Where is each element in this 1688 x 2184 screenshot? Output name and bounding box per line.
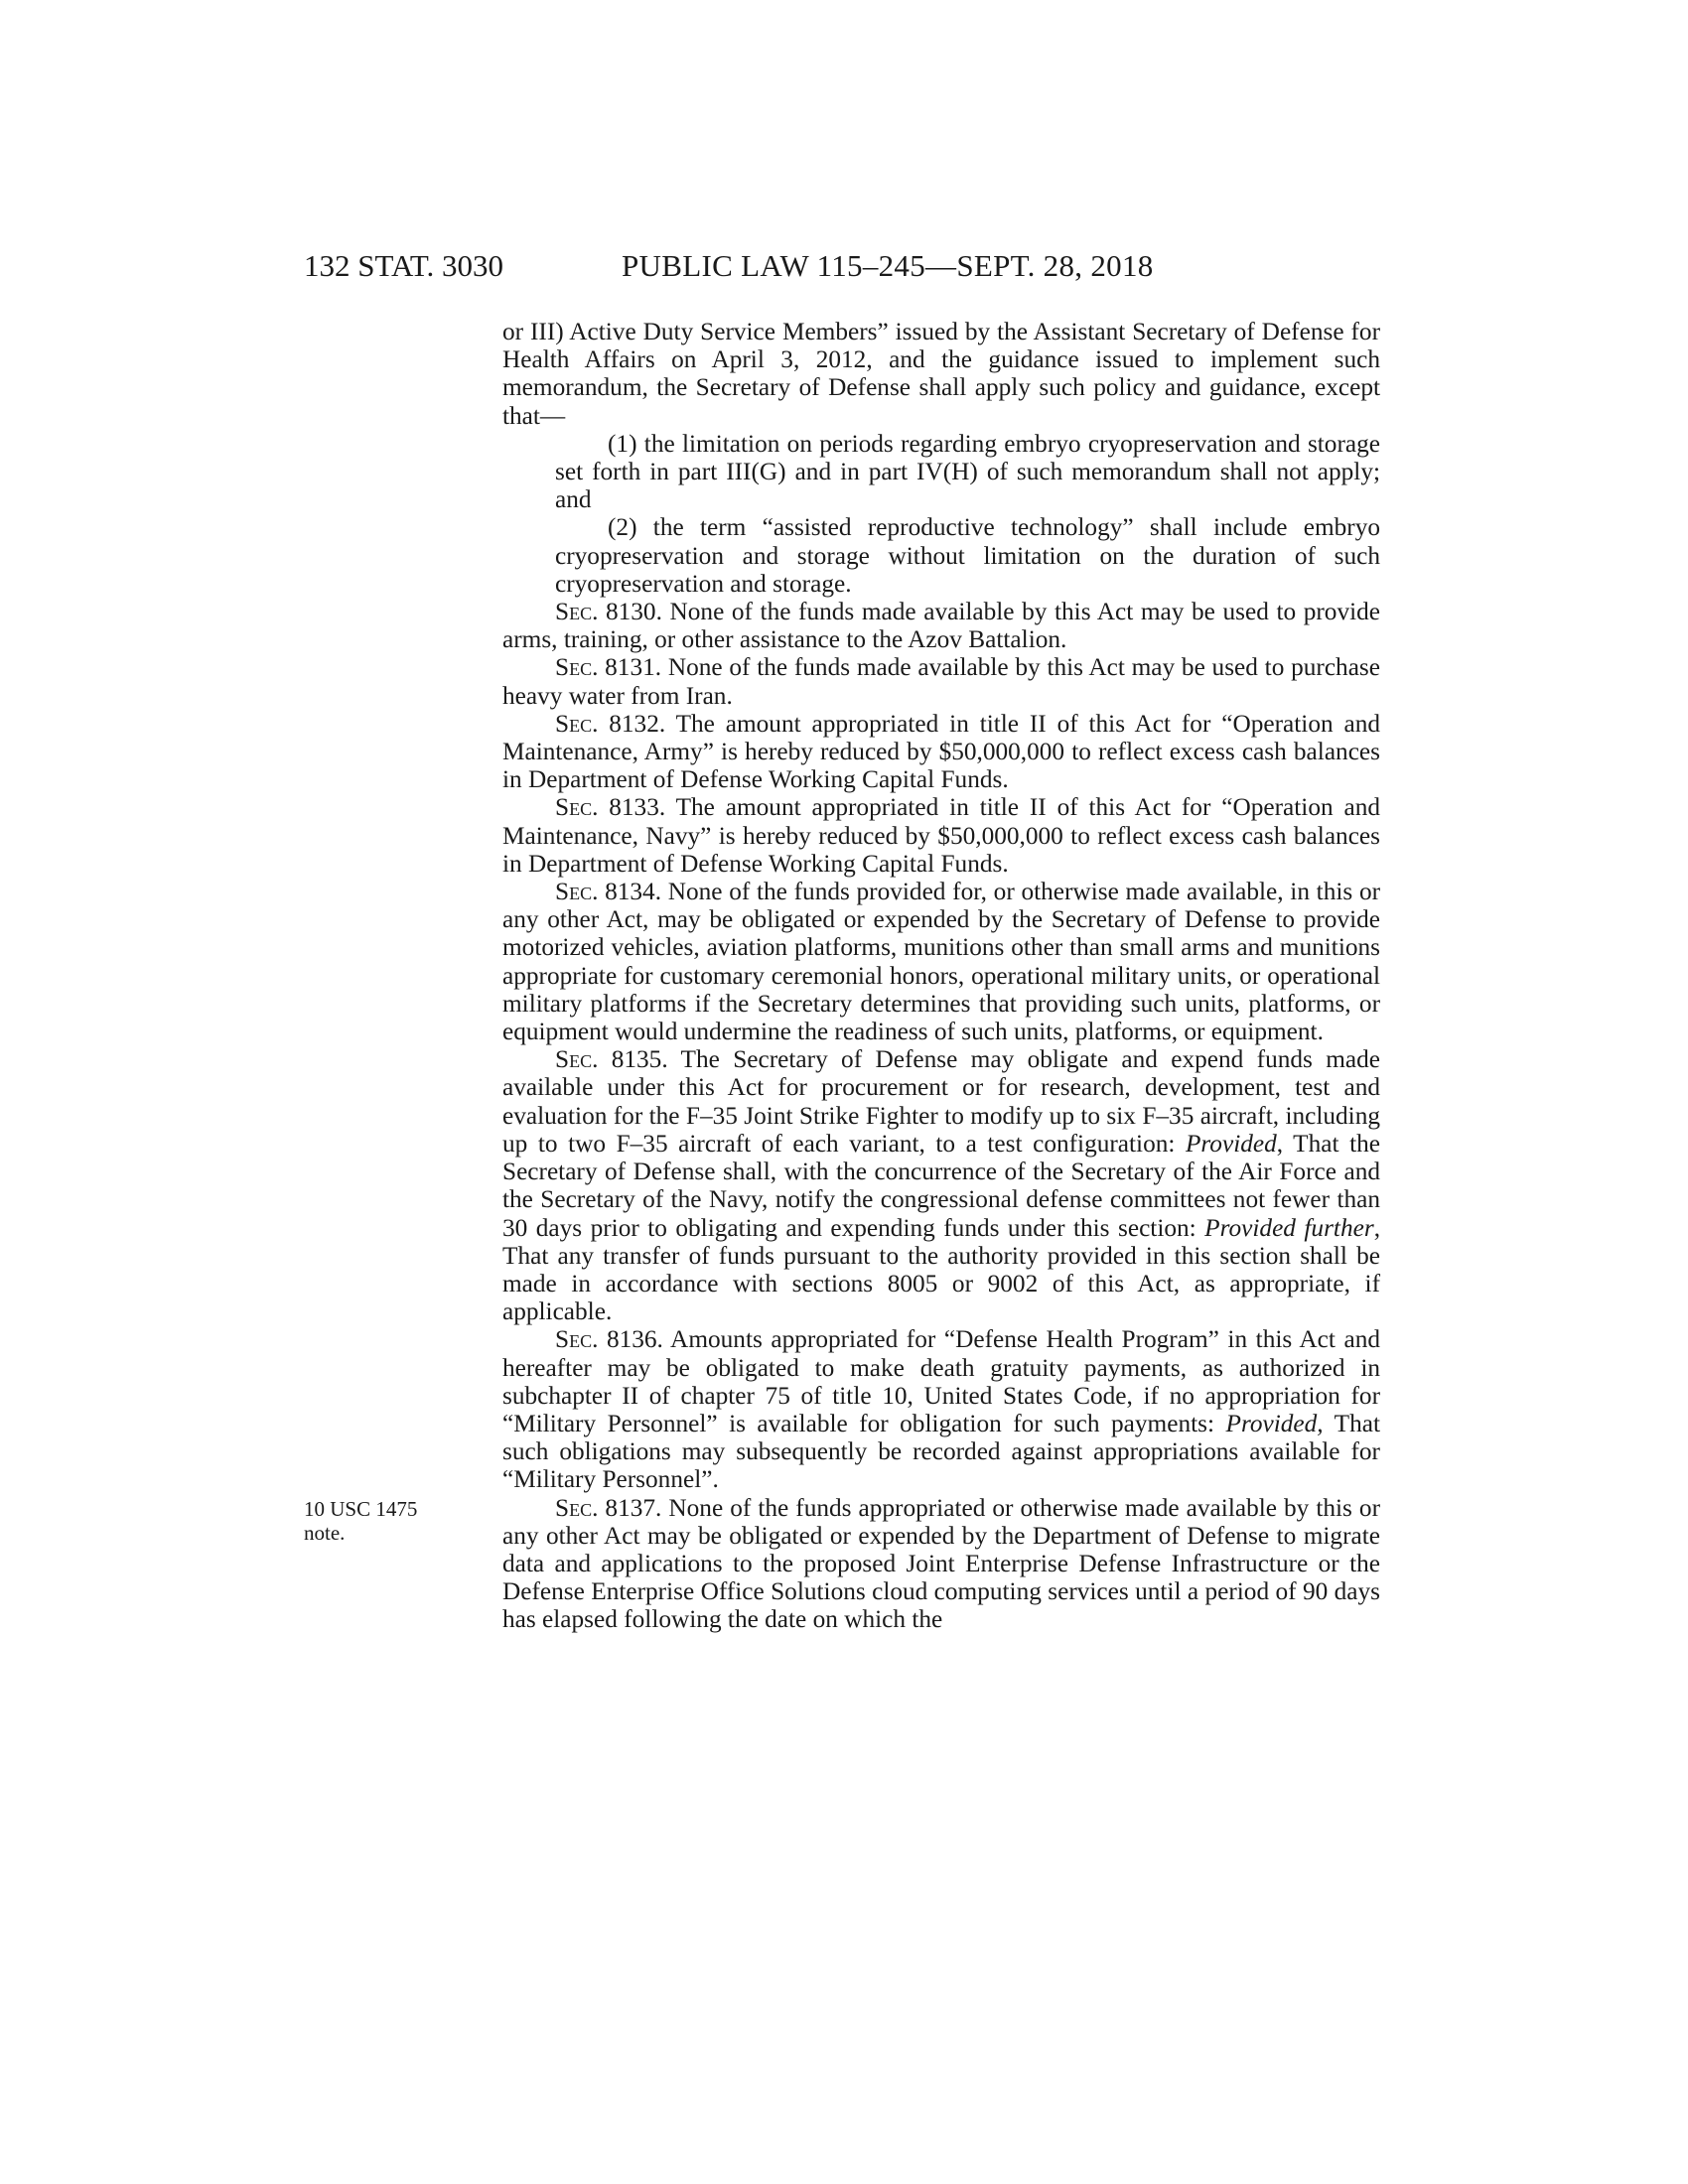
section-label: Sec. 8131. xyxy=(555,653,662,682)
proviso-italic: Provided, xyxy=(1225,1409,1324,1437)
section-label: Sec. 8137. xyxy=(555,1493,662,1522)
section-text: The Secretary of Defense may obligate and expend funds made available under this Act for procurement or for research, development, test and evaluation for the F–35 Joint Strike Fighter to modify up to six F–35 aircraft, including up to two F–35 aircraft of each variant, to a test configuration: xyxy=(502,1045,1380,1158)
paragraph-item-2: (2) the term “assisted reproductive technology” shall include embryo cryopreservation and storage without limitation on the duration of such cryopreservation and storage. xyxy=(555,513,1380,598)
section-text: , That any transfer of funds pursuant to the authority provided in this section shall be made in accordance with sections 8005 or 9002 of this Act, as appropriate, if applicable. xyxy=(502,1213,1381,1326)
section-text: The amount appropriated in title II of this Act for “Operation and Maintenance, Army” is hereby reduced by $50,000,000 to reflect excess cash balances in Department of Defense Working Capital Funds. xyxy=(502,709,1380,794)
section-8136 xyxy=(502,1325,1380,1493)
section-text: None of the funds made available by this Act may be used to purchase heavy water from Iran. xyxy=(502,653,1381,710)
margin-citation-note xyxy=(304,1497,443,1545)
statute-page-number: 132 STAT. 3030 xyxy=(304,248,504,283)
section-text: Amounts appropriated for “Defense Health Program” in this Act and hereafter may be obligated to make death gratuity payments, as authorized in subchapter II of chapter 75 of title 10, United States Code, if no appropriation for “Military Personnel” is available for obligation for such payments: xyxy=(502,1325,1380,1437)
section-text: , That the Secretary of Defense shall, with the concurrence of the Secretary of the Air Force and the Secretary of the Navy, notify the congressional defense committees not fewer than 30 days prior to obligating and expending funds under this section: xyxy=(502,1129,1380,1242)
section-8130 xyxy=(502,598,1380,653)
section-label: Sec. 8134. xyxy=(555,878,662,906)
section-label: Sec. 8132. xyxy=(555,709,666,738)
section-text: None of the funds provided for, or otherwise made available, in this or any other Act, may be obligated or expended by the Secretary of Defense to provide motorized vehicles, aviation platforms, munitions other than small arms and munitions appropriate for customary ceremonial honors, operational military units, or operational military platforms if the Secretary determines that providing such units, platforms, or equipment would undermine the readiness of such units, platforms, or equipment. xyxy=(502,878,1381,1046)
section-8132 xyxy=(502,710,1380,794)
section-8131 xyxy=(502,653,1380,709)
proviso-italic: Provided xyxy=(1185,1129,1277,1158)
page-header xyxy=(304,246,1227,286)
proviso-italic: Provided further xyxy=(1204,1213,1374,1242)
section-label: Sec. 8130. xyxy=(555,598,662,626)
section-label: Sec. 8136. xyxy=(555,1325,663,1354)
section-8137 xyxy=(502,1494,1380,1634)
section-8133 xyxy=(502,793,1380,878)
section-text: None of the funds appropriated or otherwise made available by this or any other Act may be obligated or expended by the Department of Defense to migrate data and applications to the proposed Joint Enterprise Defense Infrastructure or the Defense Enterprise Office Solutions cloud computing services until a period of 90 days has elapsed following the date on which the xyxy=(502,1493,1381,1634)
margin-note-line-2: note. xyxy=(304,1521,346,1545)
section-text: The amount appropriated in title II of this Act for “Operation and Maintenance, Navy” is hereby reduced by $50,000,000 to reflect excess cash balances in Department of Defense Working Capital Funds. xyxy=(502,793,1380,878)
section-8134 xyxy=(502,878,1380,1045)
section-label: Sec. 8135. xyxy=(555,1045,668,1074)
paragraph-item-1: (1) the limitation on periods regarding embryo cryopreservation and storage set forth in part III(G) and in part IV(H) of such memorandum shall not apply; and xyxy=(555,429,1380,514)
paragraph-continuation: or III) Active Duty Service Members” issued by the Assistant Secretary of Defense for Health Affairs on April 3, 2012, and the guidance issued to implement such memorandum, the Secretary of Defense shall apply such policy and guidance, except that— xyxy=(502,318,1380,430)
section-label: Sec. 8133. xyxy=(555,793,666,822)
section-text: None of the funds made available by this Act may be used to provide arms, training, or other assistance to the Azov Battalion. xyxy=(502,598,1380,654)
running-title: PUBLIC LAW 115–245—SEPT. 28, 2018 xyxy=(622,248,1154,283)
margin-note-line-1: 10 USC 1475 xyxy=(304,1497,418,1521)
section-8135 xyxy=(502,1045,1380,1325)
section-text: That such obligations may subsequently be recorded against appropriations available for “Military Personnel”. xyxy=(502,1409,1380,1494)
document-body xyxy=(502,318,1380,1634)
